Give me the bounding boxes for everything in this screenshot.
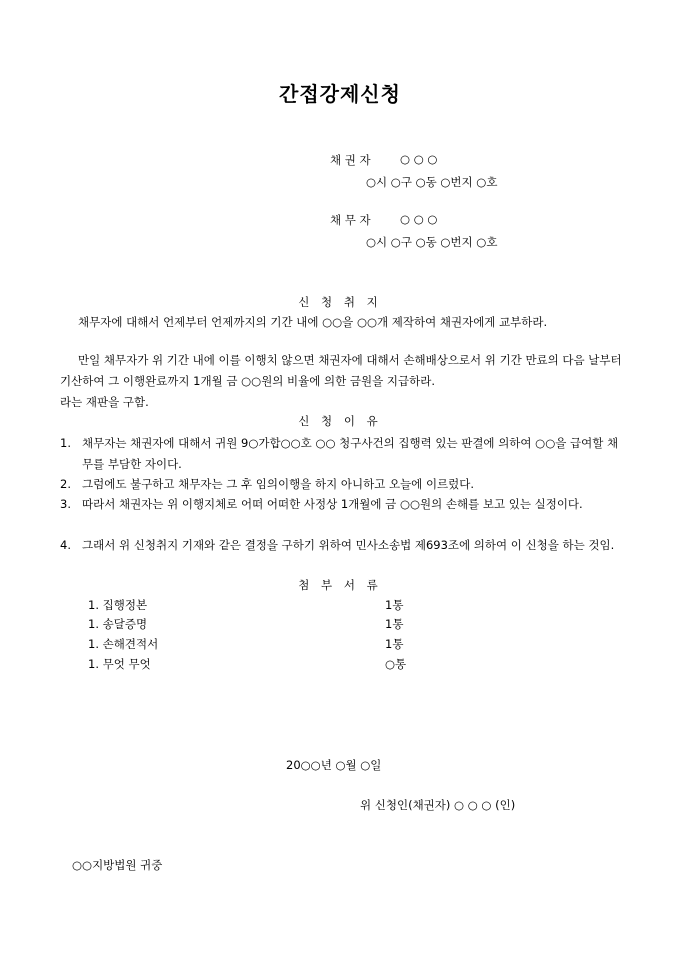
- purpose-heading: 신 청 취 지: [298, 295, 382, 309]
- debtor-name: ○ ○ ○: [400, 212, 438, 226]
- creditor-name: ○ ○ ○: [400, 152, 438, 166]
- reason-text: 따라서 채권자는 위 이행지체로 어떠 어떠한 사정상 1개월에 금 ○○원의 손해를 보고 있는 실정이다.: [82, 497, 583, 511]
- reason-text: 그럼에도 불구하고 채무자는 그 후 임의이행을 하지 아니하고 오늘에 이르렀다.: [82, 477, 475, 491]
- attachment-quantity: 1통: [385, 637, 404, 651]
- attachment-quantity: ○통: [385, 657, 407, 671]
- reason-number: 1.: [60, 436, 71, 450]
- attachment-quantity: 1통: [385, 617, 404, 631]
- attachments-heading: 첨 부 서 류: [298, 578, 382, 592]
- document-date: 20○○년 ○월 ○일: [286, 758, 382, 772]
- purpose-paragraph-3: 라는 재판을 구함.: [60, 395, 149, 409]
- purpose-paragraph-1: 채무자에 대해서 언제부터 언제까지의 기간 내에 ○○을 ○○개 제작하여 채권자에게 교부하라.: [78, 315, 548, 329]
- reason-number: 2.: [60, 477, 71, 491]
- attachment-name: 1. 무엇 무엇: [88, 657, 151, 671]
- creditor-address: ○시 ○구 ○동 ○번지 ○호: [366, 175, 498, 189]
- attachment-name: 1. 손해견적서: [88, 637, 159, 651]
- attachment-quantity: 1통: [385, 598, 404, 612]
- reason-number: 3.: [60, 497, 71, 511]
- court-addressee: ○○지방법원 귀중: [72, 858, 163, 872]
- attachment-name: 1. 집행정본: [88, 598, 148, 612]
- purpose-paragraph-2: 만일 채무자가 위 기간 내에 이를 이행치 않으면 채권자에 대해서 손해배상으로서 위 기간 만료의 다음 날부터 기산하여 그 이행완료까지 1개월 금 ○○원의 비율에 의한 금원을 지급하라.: [60, 353, 622, 388]
- reason-text: 그래서 위 신청취지 기재와 같은 결정을 구하기 위하여 민사소송법 제693조에 의하여 이 신청을 하는 것임.: [82, 538, 615, 552]
- reason-number: 4.: [60, 538, 71, 552]
- debtor-address: ○시 ○구 ○동 ○번지 ○호: [366, 235, 498, 249]
- document-title: 간접강제신청: [279, 82, 401, 106]
- debtor-label: 채 무 자: [330, 213, 371, 227]
- reason-text: 채무자는 채권자에 대해서 귀원 9○가합○○호 ○○ 청구사건의 집행력 있는 판결에 의하여 ○○을 급여할 채무를 부담한 자이다.: [82, 436, 619, 471]
- reasons-heading: 신 청 이 유: [298, 414, 382, 428]
- attachment-name: 1. 송달증명: [88, 617, 148, 631]
- applicant-signature: 위 신청인(채권자) ○ ○ ○ (인): [360, 798, 516, 812]
- creditor-label: 채 권 자: [330, 153, 371, 167]
